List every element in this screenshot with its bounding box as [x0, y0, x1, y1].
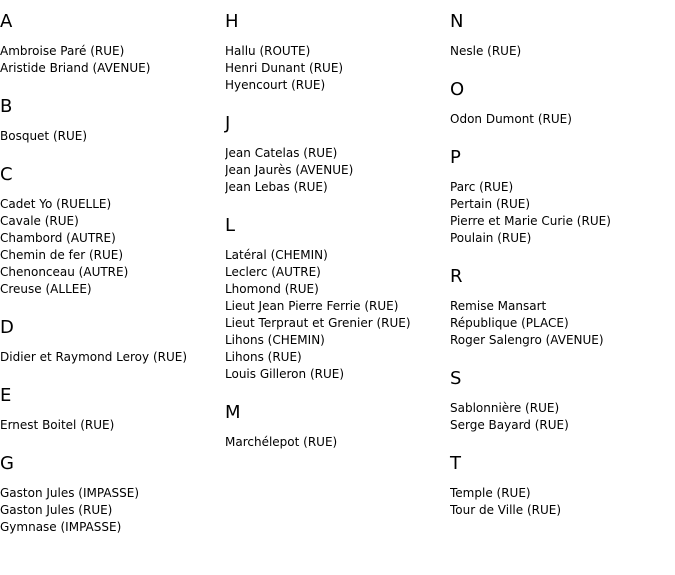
letter-heading: M: [225, 402, 241, 423]
street-item: Cavale (RUE): [0, 214, 79, 228]
letter-group-d: [0, 317, 224, 366]
street-item: Chemin de fer (RUE): [0, 248, 124, 262]
street-item: Henri Dunant (RUE): [225, 61, 344, 75]
street-list: [0, 196, 224, 298]
letter-group-o: [450, 79, 674, 128]
street-item: Lieut Terpraut et Grenier (RUE): [225, 316, 411, 330]
letter-heading: T: [450, 453, 461, 474]
letter-heading: B: [0, 96, 13, 117]
street-item: Leclerc (AUTRE): [225, 265, 321, 279]
letter-heading: A: [0, 11, 13, 32]
letter-heading: S: [450, 368, 462, 389]
street-item: Roger Salengro (AVENUE): [450, 333, 604, 347]
street-item: Hyencourt (RUE): [225, 78, 326, 92]
street-list: [0, 128, 224, 145]
letter-group-s: [450, 368, 674, 434]
street-item: Marchélepot (RUE): [225, 435, 338, 449]
street-item: Pierre et Marie Curie (RUE): [450, 214, 611, 228]
letter-heading: H: [225, 11, 239, 32]
street-item: Jean Catelas (RUE): [225, 146, 338, 160]
street-list: [450, 298, 674, 349]
street-item: Latéral (CHEMIN): [225, 248, 328, 262]
street-list: [450, 485, 674, 519]
street-item: Serge Bayard (RUE): [450, 418, 569, 432]
street-list: [225, 145, 449, 196]
street-item: Lieut Jean Pierre Ferrie (RUE): [225, 299, 399, 313]
street-item: Jean Jaurès (AVENUE): [225, 163, 354, 177]
street-item: Nesle (RUE): [450, 44, 522, 58]
street-item: Cadet Yo (RUELLE): [0, 197, 112, 211]
street-item: Gymnase (IMPASSE): [0, 520, 122, 534]
letter-heading: L: [225, 215, 236, 236]
street-list: [450, 179, 674, 247]
street-list: [225, 434, 449, 451]
street-item: Temple (RUE): [450, 486, 531, 500]
street-item: Bosquet (RUE): [0, 129, 88, 143]
letter-group-g: [0, 453, 224, 536]
letter-group-c: [0, 164, 224, 298]
street-item: Aristide Briand (AVENUE): [0, 61, 151, 75]
street-item: Gaston Jules (RUE): [0, 503, 113, 517]
street-list: [225, 247, 449, 383]
letter-group-e: [0, 385, 224, 434]
letter-group-b: [0, 96, 224, 145]
street-item: République (PLACE): [450, 316, 569, 330]
index-column-2: [225, 0, 449, 470]
letter-heading: N: [450, 11, 464, 32]
street-list: [225, 43, 449, 94]
street-item: Odon Dumont (RUE): [450, 112, 572, 126]
letter-group-h: [225, 11, 449, 94]
street-list: [0, 417, 224, 434]
letter-group-a: [0, 11, 224, 77]
street-item: Remise Mansart: [450, 299, 547, 313]
letter-heading: P: [450, 147, 461, 168]
letter-group-l: [225, 215, 449, 383]
street-item: Lihons (CHEMIN): [225, 333, 325, 347]
letter-heading: J: [225, 113, 231, 134]
letter-heading: C: [0, 164, 13, 185]
street-item: Lhomond (RUE): [225, 282, 319, 296]
street-list: [0, 485, 224, 536]
letter-group-m: [225, 402, 449, 451]
street-item: Hallu (ROUTE): [225, 44, 311, 58]
street-item: Parc (RUE): [450, 180, 514, 194]
street-item: Lihons (RUE): [225, 350, 302, 364]
letter-group-j: [225, 113, 449, 196]
street-item: Louis Gilleron (RUE): [225, 367, 345, 381]
street-item: Pertain (RUE): [450, 197, 531, 211]
letter-heading: O: [450, 79, 465, 100]
index-column-1: [0, 0, 224, 555]
street-item: Jean Lebas (RUE): [225, 180, 328, 194]
street-list: [450, 400, 674, 434]
letter-heading: E: [0, 385, 12, 406]
street-item: Chenonceau (AUTRE): [0, 265, 129, 279]
letter-group-n: [450, 11, 674, 60]
letter-group-r: [450, 266, 674, 349]
street-list: [450, 43, 674, 60]
street-item: Creuse (ALLEE): [0, 282, 92, 296]
letter-heading: G: [0, 453, 14, 474]
street-list: [0, 43, 224, 77]
street-item: Ambroise Paré (RUE): [0, 44, 125, 58]
letter-heading: D: [0, 317, 14, 338]
street-item: Ernest Boitel (RUE): [0, 418, 115, 432]
street-item: Tour de Ville (RUE): [450, 503, 562, 517]
street-list: [450, 111, 674, 128]
letter-group-t: [450, 453, 674, 519]
street-item: Sablonnière (RUE): [450, 401, 560, 415]
street-item: Chambord (AUTRE): [0, 231, 116, 245]
letter-heading: R: [450, 266, 463, 287]
letter-group-p: [450, 147, 674, 247]
street-item: Didier et Raymond Leroy (RUE): [0, 350, 188, 364]
street-item: Gaston Jules (IMPASSE): [0, 486, 140, 500]
street-item: Poulain (RUE): [450, 231, 532, 245]
street-list: [0, 349, 224, 366]
index-column-3: [450, 0, 674, 538]
